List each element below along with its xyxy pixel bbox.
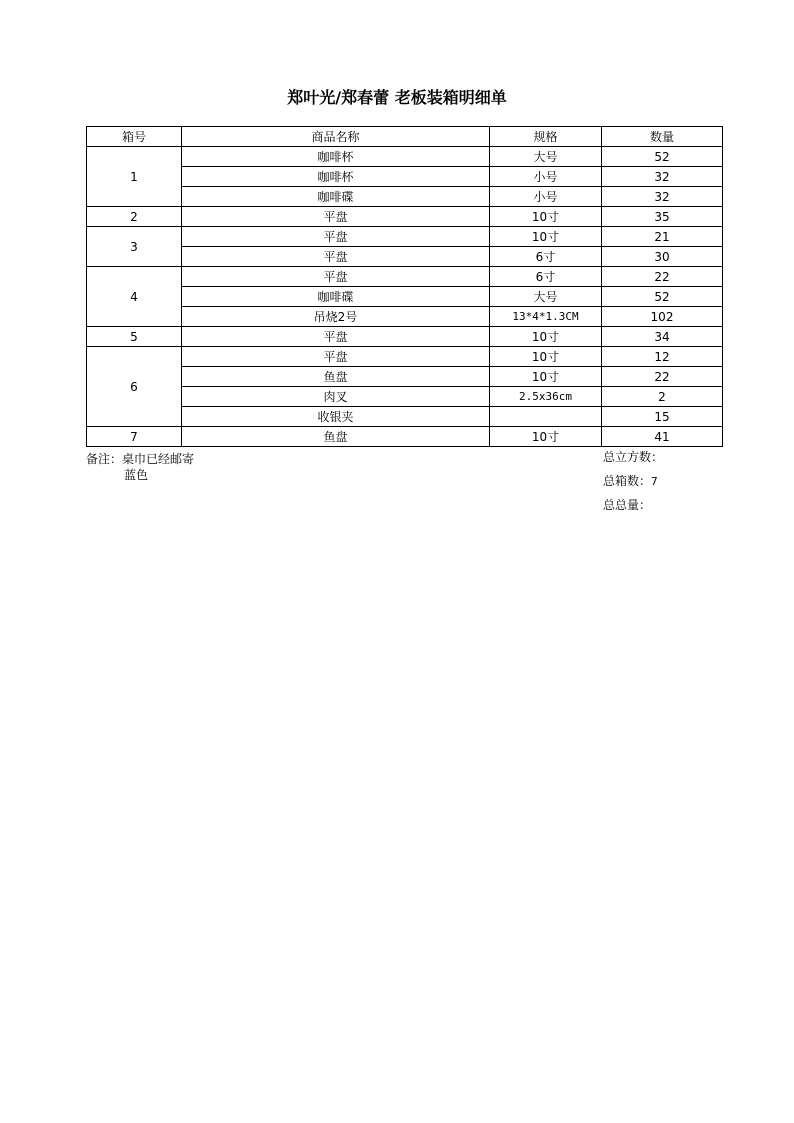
packing-table	[86, 126, 723, 447]
table-row	[87, 147, 723, 167]
spec-cell	[490, 407, 602, 427]
product-name-cell: 平盘	[182, 347, 490, 367]
spec-cell: 10寸	[490, 207, 602, 227]
quantity-cell: 35	[602, 207, 723, 227]
table-body	[87, 147, 723, 447]
product-name-cell: 平盘	[182, 247, 490, 267]
table-row	[87, 227, 723, 247]
spec-cell: 2.5x36cm	[490, 387, 602, 407]
table-row	[87, 307, 723, 327]
product-name-cell: 肉叉	[182, 387, 490, 407]
product-name-cell: 鱼盘	[182, 427, 490, 447]
quantity-cell: 52	[602, 287, 723, 307]
quantity-cell: 22	[602, 367, 723, 387]
table-row	[87, 287, 723, 307]
spec-cell: 6寸	[490, 247, 602, 267]
product-name-cell: 咖啡碟	[182, 187, 490, 207]
product-name-cell: 平盘	[182, 327, 490, 347]
total-boxes-label: 总箱数：	[603, 474, 652, 488]
quantity-cell: 32	[602, 187, 723, 207]
remarks-line-2: 蓝色	[124, 468, 149, 482]
product-name-cell: 吊烧2号	[182, 307, 490, 327]
quantity-cell: 12	[602, 347, 723, 367]
product-name-cell: 平盘	[182, 227, 490, 247]
spec-cell: 10寸	[490, 227, 602, 247]
box-number-cell: 5	[87, 327, 182, 347]
box-number-cell: 2	[87, 207, 182, 227]
total-weight-label: 总总量：	[603, 498, 652, 512]
spec-cell: 小号	[490, 187, 602, 207]
product-name-cell: 咖啡碟	[182, 287, 490, 307]
box-number-cell: 6	[87, 347, 182, 427]
column-header-spec: 规格	[490, 127, 602, 147]
spec-cell: 10寸	[490, 347, 602, 367]
product-name-cell: 咖啡杯	[182, 167, 490, 187]
column-header-box-number: 箱号	[87, 127, 182, 147]
spec-cell: 小号	[490, 167, 602, 187]
product-name-cell: 收银夹	[182, 407, 490, 427]
total-volume-label: 总立方数：	[603, 450, 664, 464]
total-boxes	[603, 473, 663, 497]
quantity-cell: 21	[602, 227, 723, 247]
spec-cell: 大号	[490, 287, 602, 307]
table-row	[87, 327, 723, 347]
box-number-cell: 1	[87, 147, 182, 207]
table-row	[87, 367, 723, 387]
quantity-cell: 34	[602, 327, 723, 347]
spec-cell: 13*4*1.3CM	[490, 307, 602, 327]
spec-cell: 10寸	[490, 367, 602, 387]
total-weight	[603, 497, 663, 521]
document-title: 郑叶光/郑春蕾 老板装箱明细单	[287, 88, 507, 107]
quantity-cell: 41	[602, 427, 723, 447]
product-name-cell: 平盘	[182, 267, 490, 287]
table-row	[87, 347, 723, 367]
table-row	[87, 427, 723, 447]
quantity-cell: 30	[602, 247, 723, 267]
table-row	[87, 267, 723, 287]
table-row	[87, 207, 723, 227]
product-name-cell: 咖啡杯	[182, 147, 490, 167]
total-boxes-value: 7	[651, 475, 658, 488]
column-header-quantity: 数量	[602, 127, 723, 147]
table-row	[87, 387, 723, 407]
product-name-cell: 鱼盘	[182, 367, 490, 387]
column-header-product-name: 商品名称	[182, 127, 490, 147]
quantity-cell: 15	[602, 407, 723, 427]
quantity-cell: 52	[602, 147, 723, 167]
spec-cell: 大号	[490, 147, 602, 167]
table-row	[87, 167, 723, 187]
quantity-cell: 102	[602, 307, 723, 327]
table-header-row	[87, 127, 723, 147]
table-row	[87, 407, 723, 427]
quantity-cell: 2	[602, 387, 723, 407]
totals-block	[603, 449, 663, 521]
spec-cell: 10寸	[490, 327, 602, 347]
box-number-cell: 7	[87, 427, 182, 447]
remarks-label: 备注：	[86, 452, 123, 466]
remarks-line-1: 桌巾已经邮寄	[122, 452, 195, 466]
spec-cell: 10寸	[490, 427, 602, 447]
box-number-cell: 3	[87, 227, 182, 267]
product-name-cell: 平盘	[182, 207, 490, 227]
box-number-cell: 4	[87, 267, 182, 327]
total-volume	[603, 449, 663, 473]
quantity-cell: 22	[602, 267, 723, 287]
quantity-cell: 32	[602, 167, 723, 187]
table-row	[87, 247, 723, 267]
remarks	[86, 451, 194, 483]
spec-cell: 6寸	[490, 267, 602, 287]
table-row	[87, 187, 723, 207]
